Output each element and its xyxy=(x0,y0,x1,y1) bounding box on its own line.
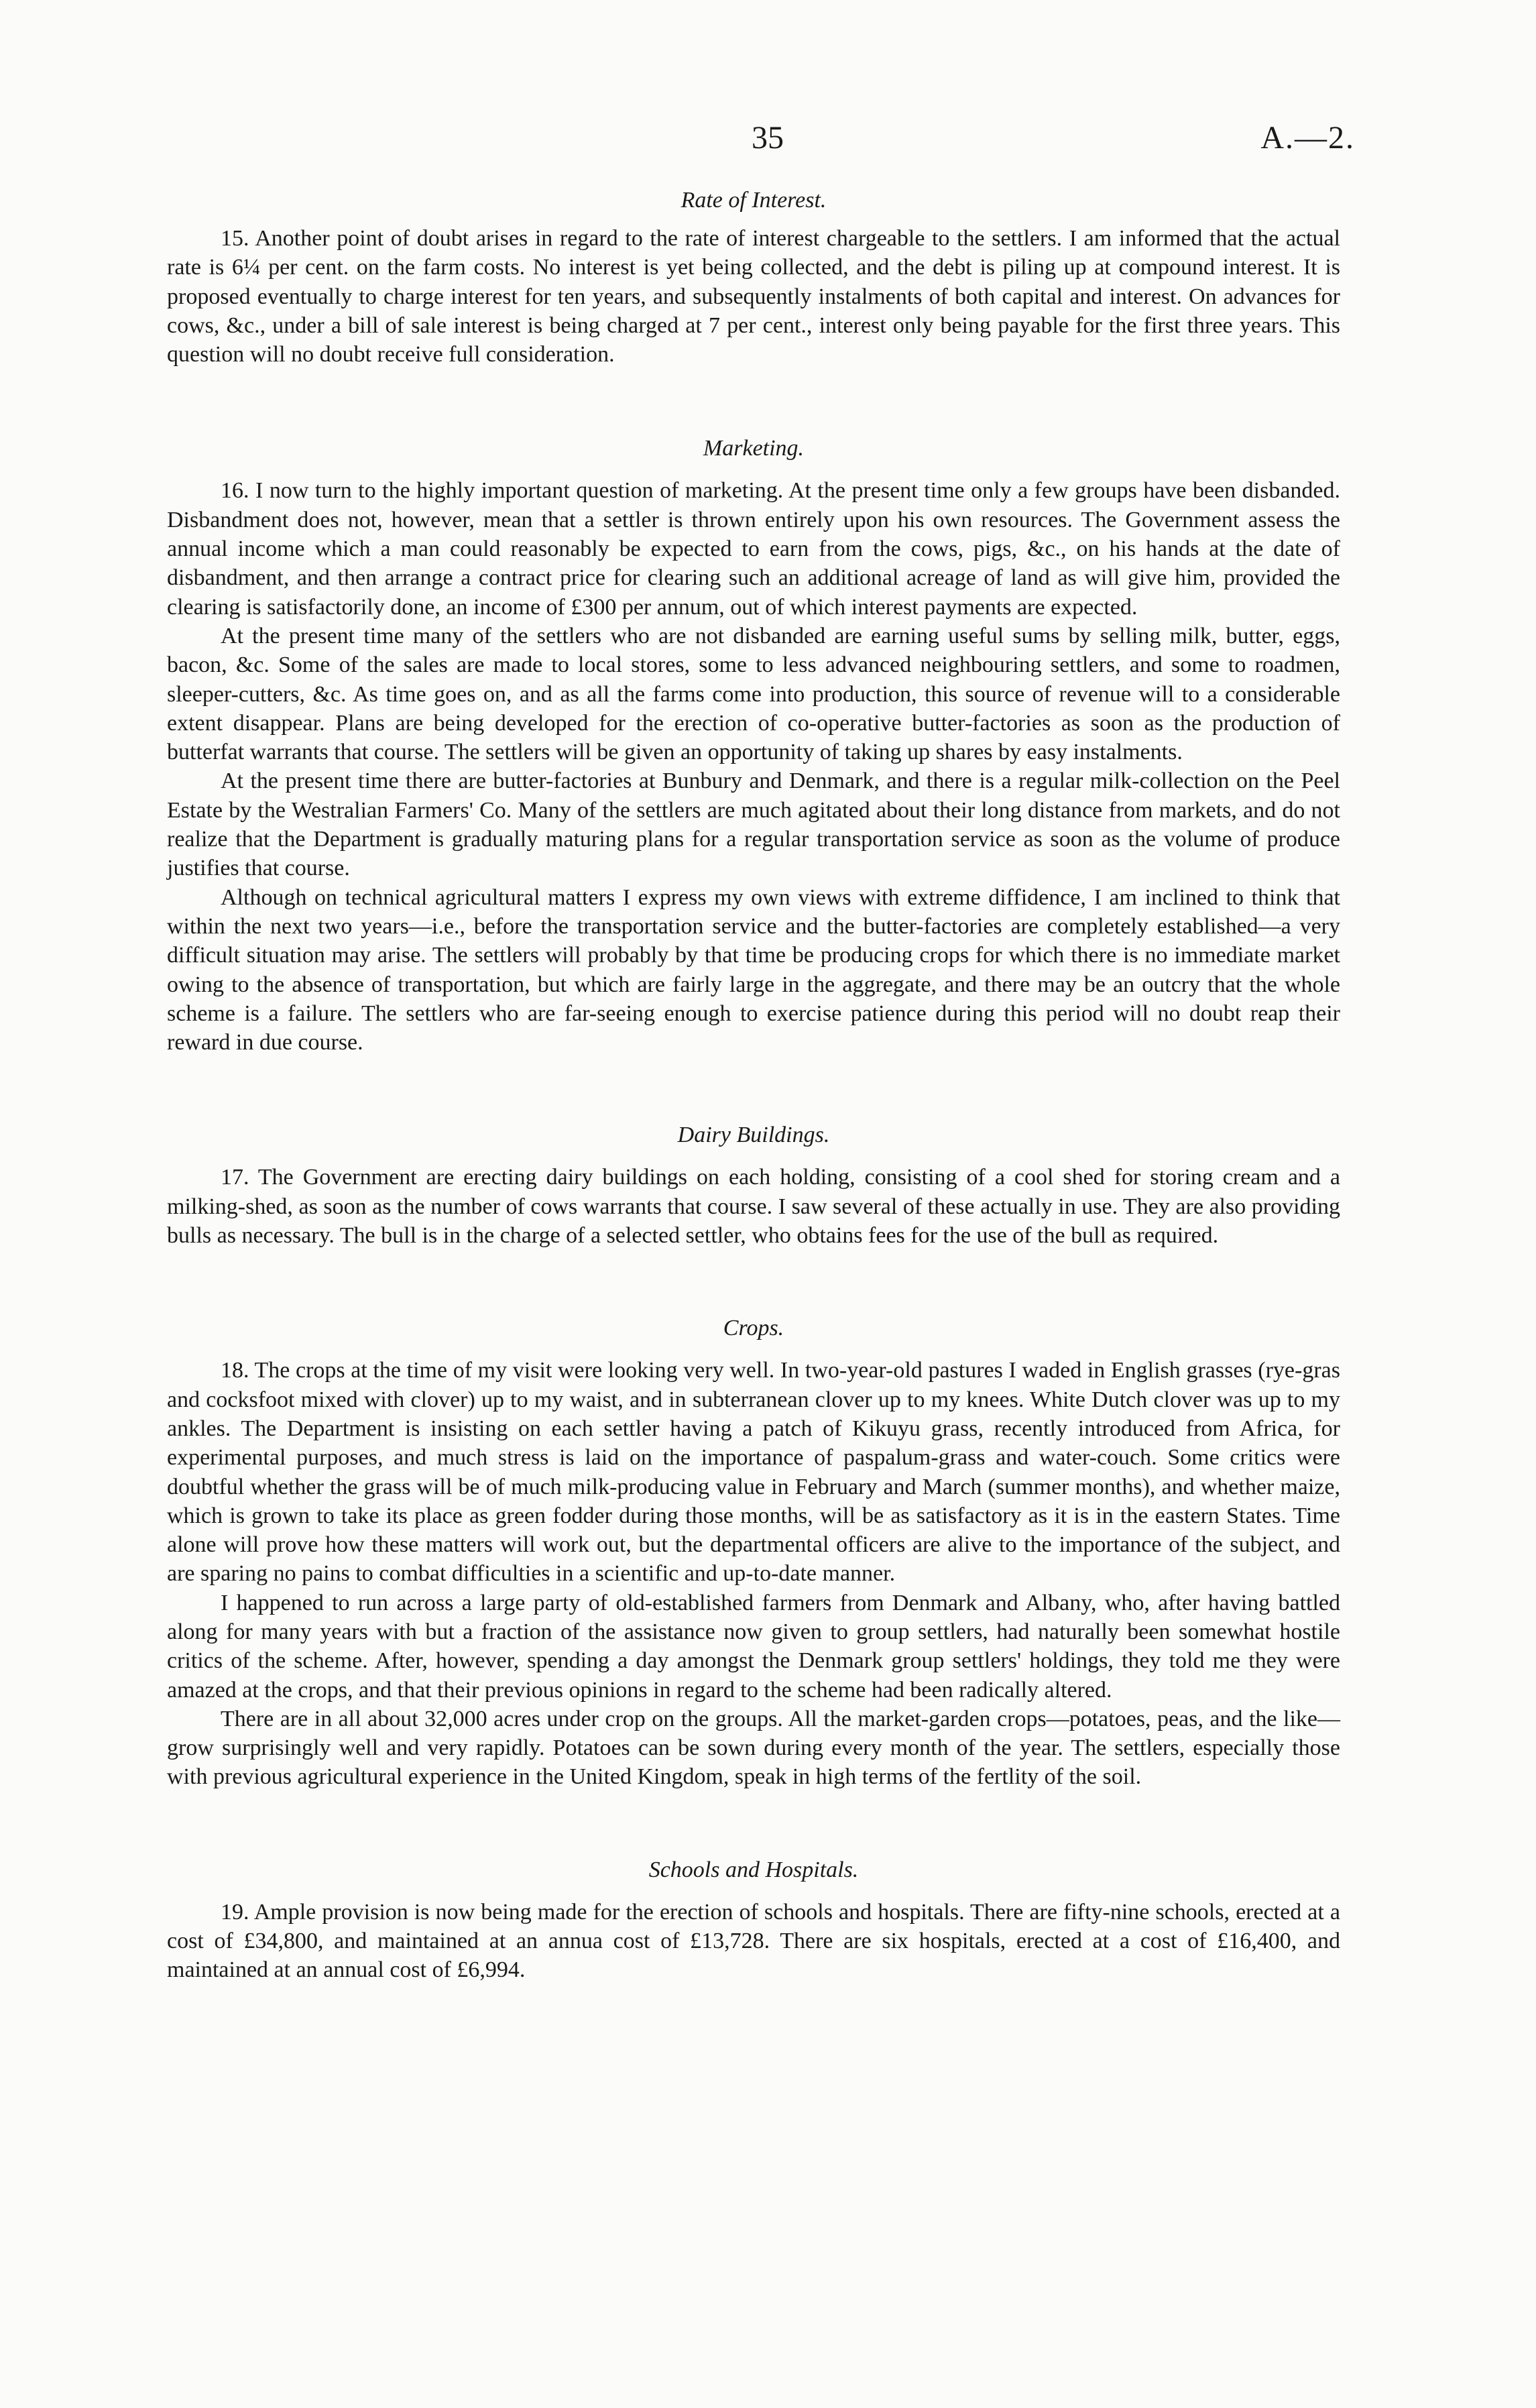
paragraph: 19. Ample provision is now being made for the erection of schools and hospitals. There are fifty-nine schools, erected at a cost of £34,800, and maintained at an annua cost of £13,728. There are six hospitals, erected at a cost of £16,400, and maintained at an annual cost of £6,994. xyxy=(167,1899,1340,1983)
document-reference: A.—2. xyxy=(1260,120,1355,156)
paragraph: Although on technical agricultural matters I express my own views with extreme diffidence, I am inclined to think that within the next two years—i.e., before the transportation service and the butter-factories are completely established—a very difficult situation may arise. The settlers will probably by that time be producing crops for which there is no immediate market owing to the absence of transportation, but which are fairly large in the aggregate, and there may be an outcry that the whole scheme is a failure. The settlers who are far-seeing enough to exercise patience during this period will no doubt reap their reward in due course. xyxy=(167,884,1340,1055)
section-heading: Dairy Buildings. xyxy=(677,1123,830,1148)
page-header xyxy=(0,119,1536,160)
page-number: 35 xyxy=(752,120,784,156)
section-dairy-buildings xyxy=(167,1121,1340,1250)
paragraph: I happened to run across a large party of old-established farmers from Denmark and Albany, who, after having battled along for many years with but a fraction of the assistance now given to group settlers, had naturally been somewhat hostile critics of the scheme. After, however, spending a day amongst the Denmark group settlers' holdings, they told me they were amazed at the crops, and that their previous opinions in regard to the scheme had been radically altered. xyxy=(167,1590,1340,1703)
paragraph: There are in all about 32,000 acres under crop on the groups. All the market-garden crops—potatoes, peas, and the like—grow surprisingly well and very rapidly. Potatoes can be sown during every month of the year. The settlers, especially those with previous agricultural experience in the United Kingdom, speak in high terms of the fertlity of the soil. xyxy=(167,1706,1340,1790)
section-marketing xyxy=(167,435,1340,1057)
section-crops xyxy=(167,1314,1340,1791)
paragraph: 15. Another point of doubt arises in regard to the rate of interest chargeable to the settlers. I am informed that the actual rate is 6¼ per cent. on the farm costs. No interest is yet being collected, and the debt is piling up at compound interest. It is proposed eventually to charge interest for ten years, and subsequently instalments of both capital and interest. On advances for cows, &c., under a bill of sale interest is being charged at 7 per cent., interest only being payable for the first three years. This question will no doubt receive full consideration. xyxy=(167,226,1340,367)
section-heading: Crops. xyxy=(723,1316,784,1341)
section-heading: Marketing. xyxy=(703,436,805,461)
section-schools-and-hospitals xyxy=(167,1856,1340,1985)
section-rate-of-interest xyxy=(167,186,1340,369)
paragraph: At the present time many of the settlers who are not disbanded are earning useful sums by selling milk, butter, eggs, bacon, &c. Some of the sales are made to local stores, some to less advanced neighbouring settlers, and some to roadmen, sleeper-cutters, &c. As time goes on, and as all the farms come into production, this source of revenue will to a considerable extent disappear. Plans are being developed for the erection of co-operative butter-factories as soon as the production of butterfat warrants that course. The settlers will be given an opportunity of taking up shares by easy instalments. xyxy=(167,623,1340,765)
paragraph: 18. The crops at the time of my visit were looking very well. In two-year-old pastures I waded in English grasses (rye-gras and cocksfoot mixed with clover) up to my waist, and in subterranean clover up to my knees. White Dutch clover was up to my ankles. The Department is insisting on each settler having a patch of Kikuyu grass, recently introduced from Africa, for experimental purposes, and much stress is laid on the importance of paspalum-grass and water-couch. Some critics were doubtful whether the grass will be of much milk-producing value in February and March (summer months), and whether maize, which is grown to take its place as green fodder during those months, will be as satisfactory as it is in the eastern States. Time alone will prove how these matters will work out, but the departmental officers are alive to the importance of the subject, and are sparing no pains to combat difficulties in a scientific and up-to-date manner. xyxy=(167,1358,1340,1587)
paragraph: 16. I now turn to the highly important question of marketing. At the present time only a few groups have been disbanded. Disbandment does not, however, mean that a settler is thrown entirely upon his own resources. The Government assess the annual income which a man could reasonably be expected to earn from the cows, pigs, &c., on his hands at the date of disbandment, and then arrange a contract price for clearing such an additional acreage of land as will give him, provided the clearing is satisfactorily done, an income of £300 per annum, out of which interest payments are expected. xyxy=(167,478,1340,620)
page-body xyxy=(167,186,1340,2029)
paragraph: 17. The Government are erecting dairy buildings on each holding, consisting of a cool shed for storing cream and a milking-shed, as soon as the number of cows warrants that course. I saw several of these actually in use. They are also providing bulls as necessary. The bull is in the charge of a selected settler, who obtains fees for the use of the bull as required. xyxy=(167,1165,1340,1249)
section-heading: Rate of Interest. xyxy=(681,188,827,213)
section-heading: Schools and Hospitals. xyxy=(648,1857,859,1882)
paragraph: At the present time there are butter-factories at Bunbury and Denmark, and there is a regular milk-collection on the Peel Estate by the Westralian Farmers' Co. Many of the settlers are much agitated about their long distance from markets, and do not realize that the Department is gradually maturing plans for a regular transportation service as soon as the volume of produce justifies that course. xyxy=(167,768,1340,881)
